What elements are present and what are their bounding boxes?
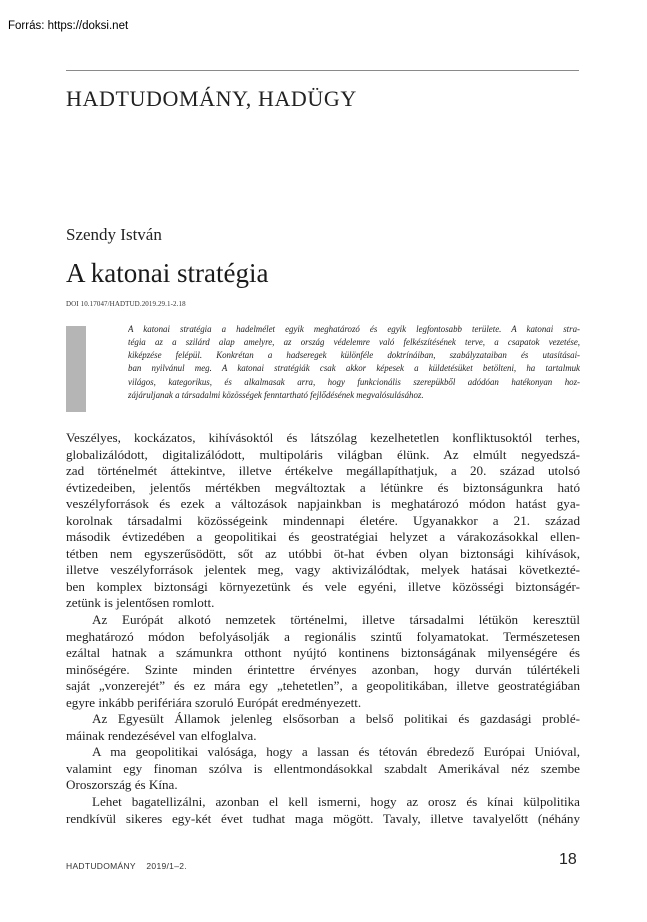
body-line: zad történelmét áttekintve, illetve értékelve megállapíthatjuk, a 20. század utolsó [66, 463, 580, 479]
body-line: A ma geopolitikai valósága, hogy a lassan és tétován ébredező Európai Unióval, [92, 744, 580, 760]
abstract-line: kiképzése felépül. Konkrétan a hadseregek különféle doktrínáiban, szabályzataiban és utasításai- [128, 350, 580, 361]
abstract-line: világos, kategorikus, és alkalmasak arra, hogy funkcionális szerepükből adódóan hatékonyan hoz- [128, 376, 580, 387]
body-line: rendkívül sikeres egy-két évet tudhat maga mögött. Tavaly, illetve tavalyelőtt (néhány [66, 810, 580, 826]
body-line: ben komplex biztonsági környezetünk és vele egyéni, illetve közösségi biztonságér- [66, 578, 580, 594]
article-title: A katonai stratégia [66, 258, 269, 288]
body-line: Lehet bagatellizálni, azonban el kell ismerni, hogy az orosz és kínai külpolitika [92, 794, 580, 810]
body-line: globalizálódott, digitalizálódott, multipoláris világban élünk. Az elmúlt negyedszá- [66, 446, 580, 462]
body-line: illetve veszélyforrások jelentek meg, vagy aktivizálódtak, melyek hatásai következté- [66, 562, 580, 578]
body-line: Veszélyes, kockázatos, kihívásoktól és látszólag kezelhetetlen konfliktusoktól terhes, [66, 430, 580, 445]
author-name: Szendy István [66, 225, 162, 244]
body-line: második évtizedében a geopolitikai és geostratégiai helyzet a várakozásokkal ellen- [66, 529, 580, 545]
footer-issue: 2019/1–2. [146, 861, 187, 871]
body-line: évtizedeiben, jelentős mértékben megváltoztak a létünkre és biztonságunkra ható [66, 479, 580, 495]
abstract-marker-bar [66, 326, 86, 412]
page-number: 18 [559, 851, 577, 868]
body-line: minőségére. Szinte minden érintettre érvényes azonban, hogy durván túlértékeli [66, 661, 580, 677]
body-line: tétben nem egyszerűsödött, sőt az utóbbi öt-hat évben olyan biztonsági kihívások, [66, 545, 580, 561]
source-label: Forrás: https://doksi.net [8, 20, 129, 32]
header-rule [66, 70, 579, 71]
abstract-line: tégia az a szilárd alap amelyre, az ország védelemre való felkészítésének terve, a csapatok vezetése, [128, 337, 580, 348]
body-line: egyre inkább perifériára szoruló Európát eredményezett. [66, 694, 362, 710]
body-line: Oroszország és Kína. [66, 777, 178, 793]
section-title: HADTUDOMÁNY, HADÜGY [66, 86, 357, 111]
body-line: zetünk is jelentősen romlott. [66, 595, 215, 611]
body-line: saját „vonzerejét” és ez mára egy „tehetetlen”, a geopolitikában, illetve geostratégiában [66, 678, 580, 694]
body-text [66, 430, 580, 827]
abstract [128, 323, 580, 402]
abstract-line: zájáruljanak a társadalmi közösségek fenntartható fejlődésének megvalósulásához. [128, 389, 424, 400]
abstract-line: ban nyilvánul meg. A katonai stratégiák csak akkor képesek a küldetésüket betölteni, ha tartalmuk [128, 363, 580, 374]
body-line: korolnak társadalmi közösségeink mindennapi életére. Ugyanakkor a 21. század [66, 512, 580, 528]
footer-journal [66, 861, 187, 871]
doi-reference: DOI 10.17047/HADTUD.2019.29.1-2.18 [66, 300, 186, 308]
abstract-line: A katonai stratégia a hadelmélet egyik meghatározó és egyik legfontosabb területe. A katonai stra- [128, 324, 580, 334]
body-line: Az Európát alkotó nemzetek történelmi, illetve társadalmi létükön keresztül [92, 612, 580, 628]
body-line: valamint egy finoman szólva is ellentmondásokkal szabdalt Amerikával néz szembe [66, 760, 580, 776]
footer-journal-name: HADTUDOMÁNY [66, 861, 136, 871]
body-line: meghatározó módon befolyásolják a regionális szintű folyamatokat. Természetesen [66, 628, 580, 644]
body-line: Az Egyesült Államok jelenleg elsősorban a belső politikai és gazdasági problé- [92, 711, 580, 727]
body-line: veszélyforrások és ezek a változások napjainkban is meghatározó módon hatást gya- [66, 496, 580, 512]
body-line: ezáltal hatnak a számunkra otthont nyújtó kontinens biztonságának milyenségére és [66, 645, 580, 661]
body-line: máinak rendezésével van elfoglalva. [66, 727, 257, 743]
